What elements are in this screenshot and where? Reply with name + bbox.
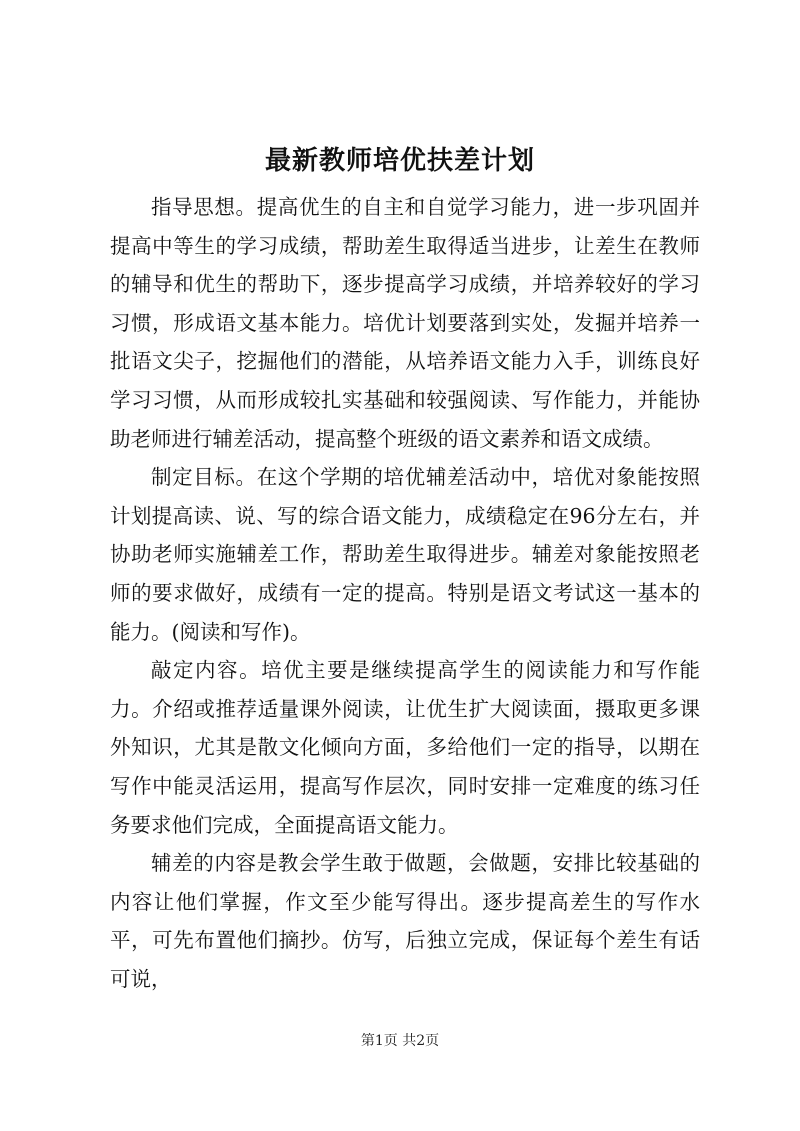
paragraph-goals: 制定目标。在这个学期的培优辅差活动中，培优对象能按照计划提高读、说、写的综合语文能力，成绩稳定在96分左右，并协助老师实施辅差工作，帮助差生取得进步。辅差对象能按照老师的要求做好，成绩有一定的提高。特别是语文考试这一基本的能力。(阅读和写作)。: [110, 465, 700, 644]
page-number-footer: 第1页 共2页: [360, 1033, 440, 1049]
paragraph-remedial: 辅差的内容是教会学生敢于做题，会做题，安排比较基础的内容让他们掌握，作文至少能写得出。逐步提高差生的写作水平，可先布置他们摘抄。仿写，后独立完成，保证每个差生有话可说，: [110, 851, 700, 991]
paragraph-content: 敲定内容。培优主要是继续提高学生的阅读能力和写作能力。介绍或推荐适量课外阅读，让优生扩大阅读面，摄取更多课外知识，尤其是散文化倾向方面，多给他们一定的指导，以期在写作中能灵活运用，提高写作层次，同时安排一定难度的练习任务要求他们完成，全面提高语文能力。: [110, 658, 700, 837]
document-title: 最新教师培优扶差计划: [264, 146, 535, 176]
document-body: [110, 188, 700, 998]
paragraph-guiding-idea: 指导思想。提高优生的自主和自觉学习能力，进一步巩固并提高中等生的学习成绩，帮助差生取得适当进步，让差生在教师的辅导和优生的帮助下，逐步提高学习成绩，并培养较好的学习习惯，形成语文基本能力。培优计划要落到实处，发掘并培养一批语文尖子，挖掘他们的潜能，从培养语文能力入手，训练良好学习习惯，从而形成较扎实基础和较强阅读、写作能力，并能协助老师进行辅差活动，提高整个班级的语文素养和语文成绩。: [110, 195, 700, 451]
